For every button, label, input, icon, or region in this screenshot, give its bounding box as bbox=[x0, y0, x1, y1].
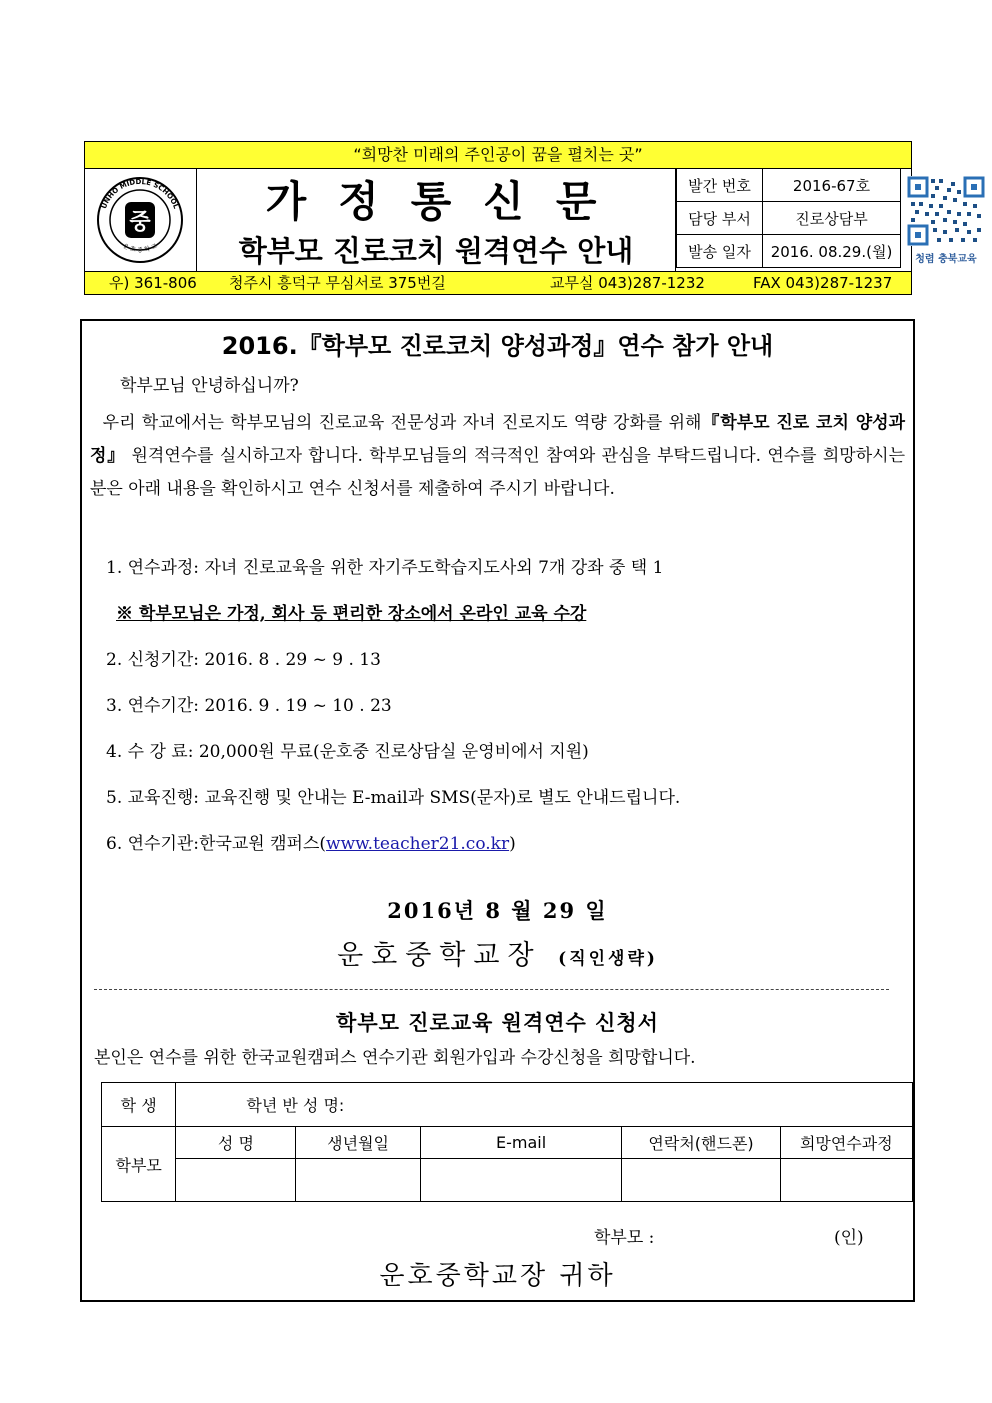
info-key: 담당 부서 bbox=[677, 202, 763, 235]
school-emblem-icon bbox=[85, 168, 196, 271]
greeting: 학부모님 안녕하십니까? bbox=[120, 376, 299, 396]
col-phone: 연락처(핸드폰) bbox=[622, 1127, 780, 1159]
item-fee: 4. 수 강 료: 20,000원 무료(운호중 진로상담실 운영비에서 지원) bbox=[106, 742, 589, 762]
institution-label: 6. 연수기관:한국교원 캠퍼스( bbox=[106, 834, 327, 854]
info-key: 발간 번호 bbox=[677, 169, 763, 202]
qr-caption: 청렴 충북교육 bbox=[915, 254, 977, 265]
info-row bbox=[677, 169, 901, 202]
col-course: 희망연수과정 bbox=[780, 1127, 912, 1159]
cut-line bbox=[94, 989, 889, 990]
newsletter-header bbox=[84, 141, 977, 297]
col-name: 성 명 bbox=[176, 1127, 296, 1159]
newsletter-title: 가정통신문 bbox=[265, 177, 629, 226]
item-course: 1. 연수과정: 자녀 진로교육을 위한 자기주도학습지도사외 7개 강좌 중 택 1 bbox=[106, 558, 664, 578]
birthdate-field[interactable] bbox=[296, 1159, 420, 1202]
item-apply-period: 2. 신청기간: 2016. 8 . 29 ~ 9 . 13 bbox=[106, 650, 381, 670]
form-title: 학부모 진로교육 원격연수 신청서 bbox=[336, 1011, 659, 1035]
phone-field[interactable] bbox=[622, 1159, 780, 1202]
parent-label: 학부모 bbox=[102, 1127, 176, 1202]
parent-name-field[interactable] bbox=[176, 1159, 296, 1202]
course-field[interactable] bbox=[780, 1159, 912, 1202]
institution-end: ) bbox=[509, 834, 516, 854]
application-form-table bbox=[101, 1082, 913, 1202]
info-value: 진로상담부 bbox=[763, 202, 901, 235]
item-training-period: 3. 연수기간: 2016. 9 . 19 ~ 10 . 23 bbox=[106, 696, 392, 716]
school-logo bbox=[85, 168, 197, 271]
student-info-field[interactable]: 학년 반 성 명: bbox=[176, 1083, 913, 1127]
info-value: 2016-67호 bbox=[763, 169, 901, 202]
svg-text:중: 중 bbox=[129, 210, 151, 235]
notice-frame bbox=[80, 319, 915, 1302]
newsletter-subtitle: 학부모 진로코치 원격연수 안내 bbox=[238, 234, 634, 268]
intro-text-2: 원격연수를 실시하고자 합니다. 학부모님들의 적극적인 참여와 관심을 부탁드립니다. 연수를 희망하시는 분은 아래 내용을 확인하시고 연수 신청서를 제출하여 주시기 바랍니다. bbox=[90, 446, 905, 499]
student-label: 학 생 bbox=[102, 1083, 176, 1127]
intro-text-1: 우리 학교에서는 학부모님의 진로교육 전문성과 자녀 진로지도 역량 강화를 위해 bbox=[102, 413, 702, 433]
online-note: ※ 학부모님은 가정, 회사 등 편리한 장소에서 온라인 교육 수강 bbox=[116, 604, 587, 624]
principal-name: 운호중학교장 bbox=[337, 940, 542, 971]
header-main-row bbox=[84, 168, 977, 272]
info-key: 발송 일자 bbox=[677, 235, 763, 268]
street-address: 청주시 흥덕구 무심서로 375번길 bbox=[229, 274, 446, 292]
info-row bbox=[677, 235, 901, 268]
principal-line bbox=[82, 933, 913, 972]
parent-input-row bbox=[102, 1159, 913, 1202]
qr-code-icon bbox=[907, 176, 985, 246]
item-progress: 5. 교육진행: 교육진행 및 안내는 E-mail과 SMS(문자)로 별도 안내드립니다. bbox=[106, 788, 681, 808]
institution-link[interactable]: www.teacher21.co.kr bbox=[326, 834, 510, 854]
intro-paragraph bbox=[90, 407, 905, 506]
school-slogan: “희망찬 미래의 주인공이 꿈을 펼치는 곳” bbox=[84, 141, 912, 169]
issue-date: 2016년 8 월 29 일 bbox=[387, 898, 608, 923]
issue-info-table bbox=[676, 168, 901, 268]
col-birthdate: 생년월일 bbox=[296, 1127, 420, 1159]
fax-number: FAX 043)287-1237 bbox=[753, 274, 893, 292]
svg-text:UNHO MIDDLE SCHOOL: UNHO MIDDLE SCHOOL bbox=[99, 177, 181, 210]
info-row bbox=[677, 202, 901, 235]
postal-code: 우) 361-806 bbox=[109, 274, 197, 292]
student-row bbox=[102, 1083, 913, 1127]
qr-cell bbox=[900, 168, 988, 271]
item-institution bbox=[106, 831, 516, 857]
consent-text: 본인은 연수를 위한 한국교원캠퍼스 연수기관 회원가입과 수강신청을 희망합니다. bbox=[94, 1048, 696, 1068]
email-field[interactable] bbox=[420, 1159, 622, 1202]
parent-header-row bbox=[102, 1127, 913, 1159]
info-value: 2016. 08.29.(월) bbox=[763, 235, 901, 268]
office-phone: 교무실 043)287-1232 bbox=[550, 274, 705, 292]
col-email: E-mail bbox=[420, 1127, 622, 1159]
seal-mark: (인) bbox=[834, 1228, 864, 1248]
notice-heading: 2016.『학부모 진로코치 양성과정』연수 참가 안내 bbox=[221, 332, 774, 360]
svg-text:운 호 중 학 교: 운 호 중 학 교 bbox=[121, 242, 159, 254]
address-bar bbox=[84, 272, 912, 295]
seal-omitted-note: (직인생략) bbox=[558, 949, 658, 969]
title-cell bbox=[197, 168, 676, 271]
addressee: 운호중학교장 귀하 bbox=[379, 1261, 616, 1291]
parent-signature-label: 학부모 : bbox=[594, 1228, 655, 1248]
program-name: 『학부모 진로 코치 양성과정』 bbox=[90, 413, 905, 466]
